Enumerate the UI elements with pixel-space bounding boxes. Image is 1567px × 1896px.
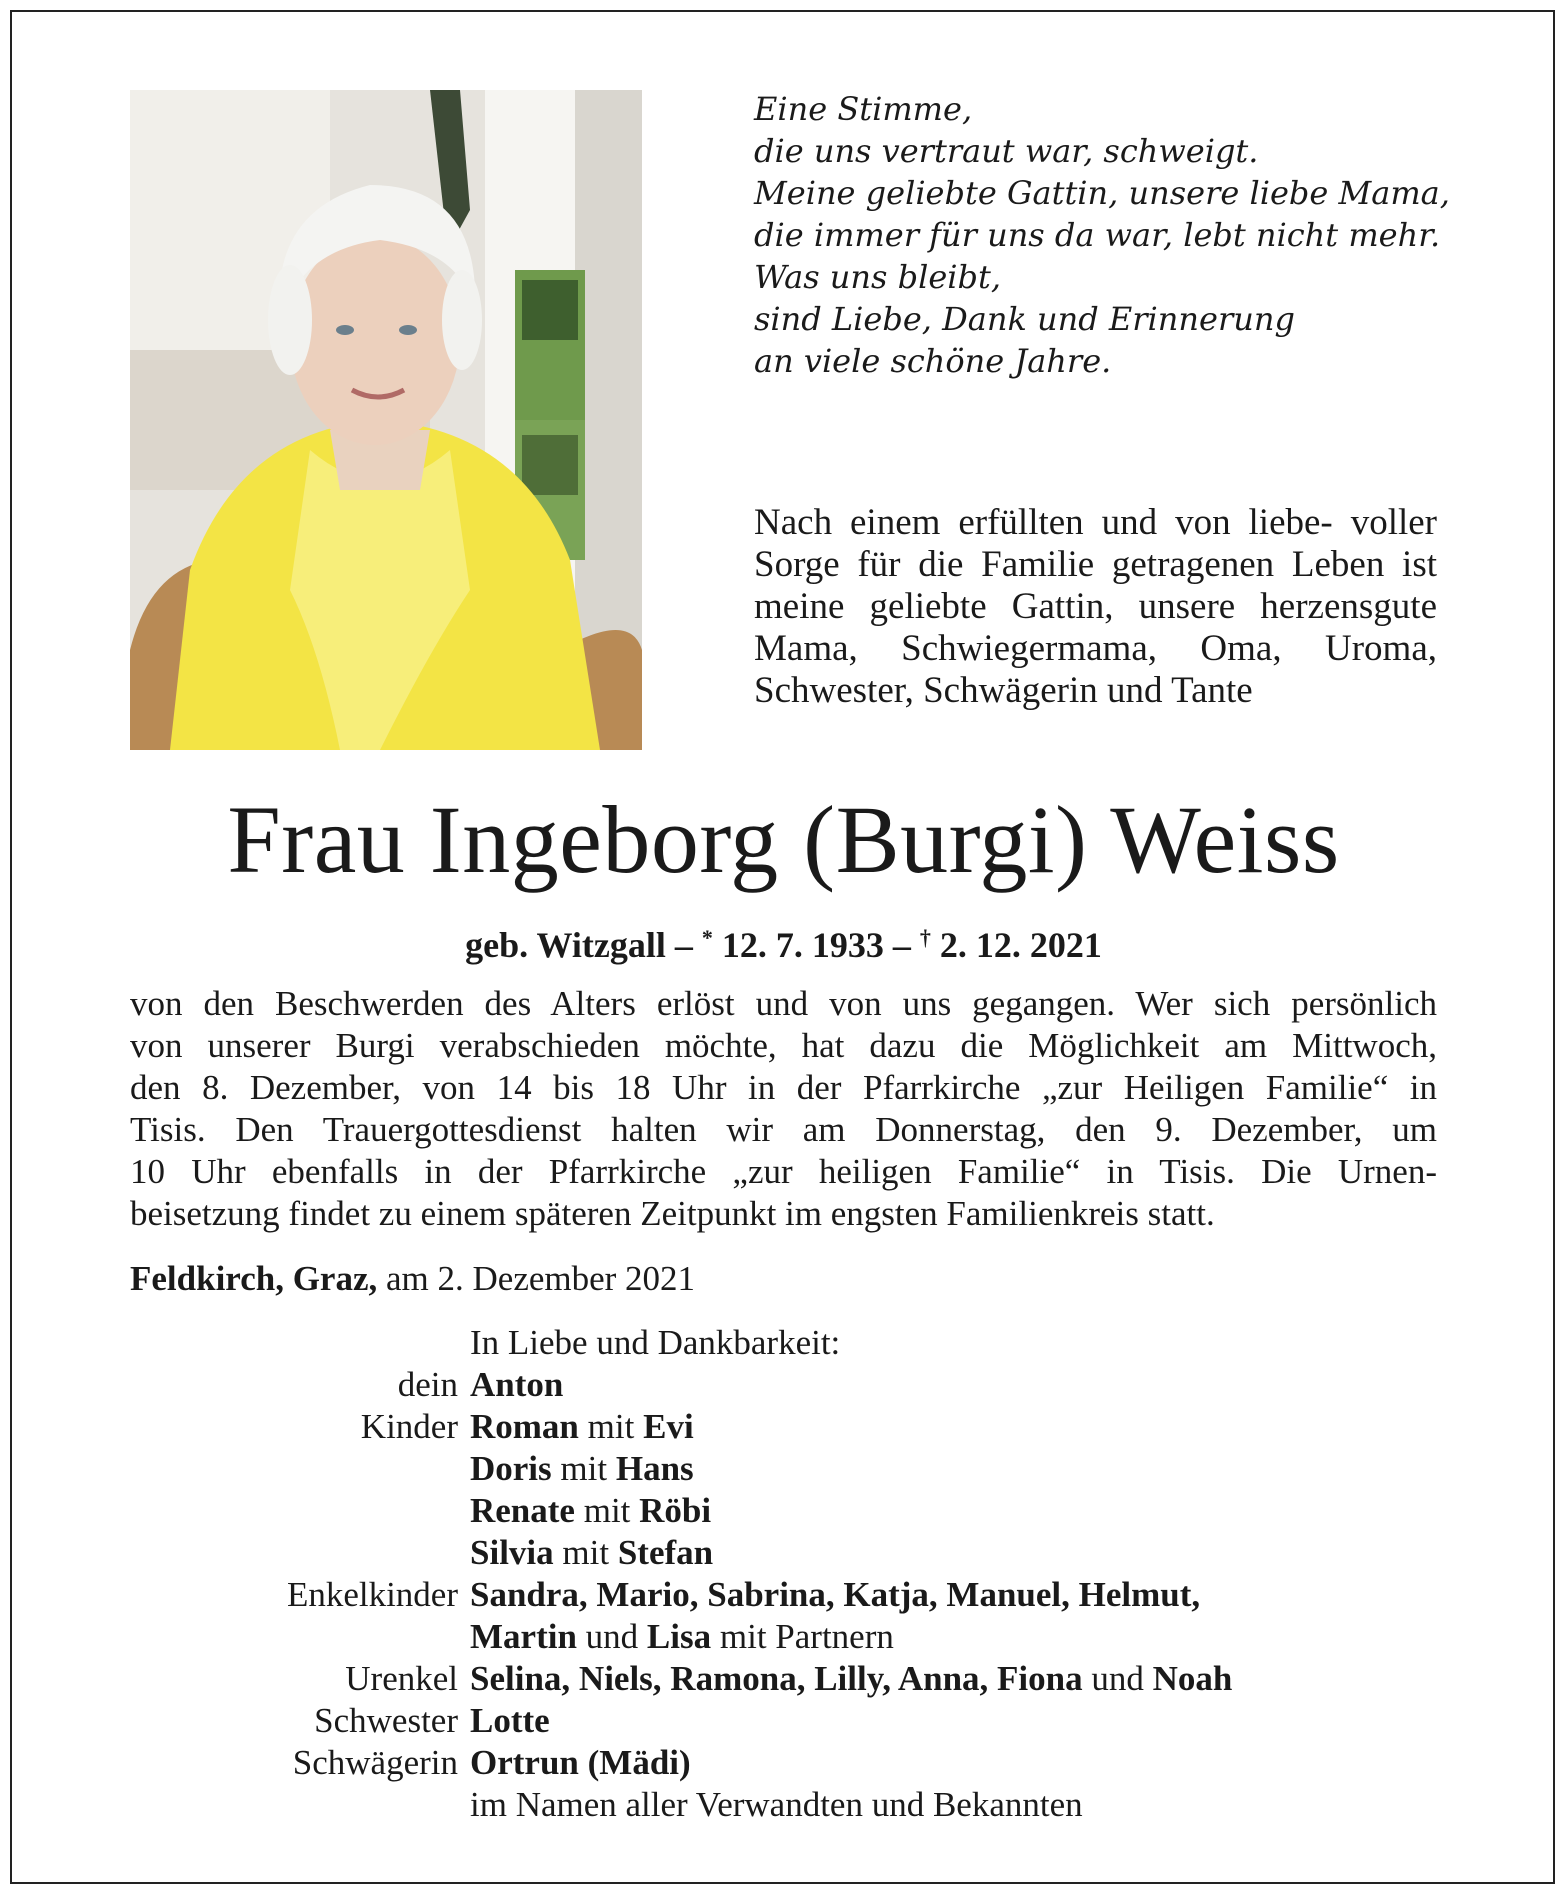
poem-line: sind Liebe, Dank und Erinnerung: [754, 300, 1295, 338]
family-member-name: Lotte: [470, 1701, 550, 1740]
family-member-name: Ortrun (Mädi): [470, 1743, 691, 1782]
life-dates: [0, 916, 1567, 967]
family-role: Schwägerin: [292, 1743, 458, 1782]
poem: [754, 88, 1454, 382]
family-member-name: Noah: [1152, 1659, 1233, 1698]
family-row: [130, 1532, 1470, 1574]
poem-line: die immer für uns da war, lebt nicht mehr.: [754, 216, 1441, 254]
family-connector: mit: [551, 1449, 616, 1488]
family-row: [130, 1448, 1470, 1490]
family-names: [470, 1364, 563, 1406]
family-connector: und: [576, 1617, 647, 1656]
family-heading: In Liebe und Dankbarkeit:: [470, 1323, 841, 1362]
family-role: [130, 1490, 470, 1532]
body-paragraph: [130, 983, 1437, 1235]
death-mark: †: [919, 925, 931, 950]
family-role: Kinder: [360, 1407, 458, 1446]
date-separator: –: [883, 925, 920, 965]
notice-date: am 2. Dezember 2021: [377, 1259, 696, 1298]
family-names: [470, 1490, 711, 1532]
body-line: Tisis. Den Trauergottesdienst halten wir am Donnerstag, den 9. Dezember, um: [130, 1110, 1437, 1149]
family-row: [130, 1406, 1470, 1448]
family-member-name: Martin: [470, 1617, 577, 1656]
family-row: [130, 1616, 1470, 1658]
poem-line: Meine geliebte Gattin, unsere liebe Mama,: [754, 174, 1450, 212]
place-names: Feldkirch, Graz,: [130, 1259, 378, 1298]
family-role: Urenkel: [345, 1659, 458, 1698]
birth-date: 12. 7. 1933: [712, 925, 884, 965]
family-row: [130, 1700, 1470, 1742]
family-role: dein: [397, 1365, 458, 1404]
poem-line: die uns vertraut war, schweigt.: [754, 132, 1259, 170]
family-row: [130, 1784, 1470, 1826]
family-connector: mit: [574, 1491, 640, 1530]
family-role: [130, 1448, 470, 1490]
place-date-line: [130, 1258, 695, 1300]
family-member-name: Stefan: [617, 1533, 714, 1572]
family-connector: mit: [578, 1407, 644, 1446]
family-member-name: Lisa: [646, 1617, 712, 1656]
family-member-name: Roman: [470, 1407, 579, 1446]
family-list: [130, 1322, 1470, 1826]
family-member-name: Röbi: [639, 1491, 712, 1530]
family-names: [470, 1532, 713, 1574]
family-names: [470, 1448, 694, 1490]
family-names: [470, 1700, 550, 1742]
family-role: [130, 1532, 470, 1574]
maiden-name: geb. Witzgall: [465, 925, 666, 965]
poem-line: an viele schöne Jahre.: [754, 342, 1112, 380]
family-role: Enkelkinder: [286, 1575, 458, 1614]
poem-line: Was uns bleibt,: [754, 258, 1001, 296]
family-names: [470, 1406, 694, 1448]
family-names: [470, 1658, 1232, 1700]
family-names: [470, 1742, 691, 1784]
body-line: von unserer Burgi verabschieden möchte, hat dazu die Möglichkeit am Mittwoch,: [130, 1026, 1437, 1065]
family-row: [130, 1574, 1470, 1616]
family-connector: im Namen aller Verwandten und Bekannten: [470, 1785, 1083, 1824]
family-member-name: Doris: [470, 1449, 552, 1488]
family-row: [130, 1658, 1470, 1700]
family-row: [130, 1364, 1470, 1406]
family-role: [130, 1784, 470, 1826]
family-member-name: Renate: [470, 1491, 575, 1530]
portrait-photo: [130, 90, 642, 750]
family-connector: mit Partnern: [711, 1617, 894, 1656]
family-row: [130, 1742, 1470, 1784]
body-line: den 8. Dezember, von 14 bis 18 Uhr in der Pfarrkirche „zur Heiligen Familie“ in: [130, 1068, 1437, 1107]
birth-mark: *: [701, 925, 713, 950]
family-connector: und: [1082, 1659, 1153, 1698]
family-names: [470, 1574, 1200, 1616]
portrait-illustration: [130, 90, 642, 750]
family-role: Schwester: [314, 1701, 458, 1740]
body-line: 10 Uhr ebenfalls in der Pfarrkirche „zur heiligen Familie“ in Tisis. Die Urnen-: [130, 1152, 1437, 1191]
family-member-name: Anton: [470, 1365, 564, 1404]
family-member-name: Sandra, Mario, Sabrina, Katja, Manuel, Helmut,: [470, 1575, 1201, 1614]
intro-paragraph: Nach einem erfüllten und von liebe- voller Sorge für die Familie getragenen Leben ist meine geliebte Gattin, unsere herzensgute Mama, Schwiegermama, Oma, Uroma, Schwester, Schwägerin und Tante: [754, 502, 1437, 711]
date-separator: –: [665, 925, 702, 965]
family-member-name: Evi: [643, 1407, 694, 1446]
family-heading-row: [130, 1322, 1470, 1364]
family-member-name: Selina, Niels, Ramona, Lilly, Anna, Fiona: [470, 1659, 1083, 1698]
family-names: [470, 1784, 1083, 1826]
family-member-name: Silvia: [470, 1533, 554, 1572]
deceased-name: Frau Ingeborg (Burgi) Weiss: [227, 786, 1340, 893]
family-connector: mit: [553, 1533, 618, 1572]
body-line: von den Beschwerden des Alters erlöst und von uns gegangen. Wer sich persönlich: [130, 984, 1437, 1023]
body-line: beisetzung findet zu einem späteren Zeitpunkt im engsten Familienkreis statt.: [130, 1194, 1215, 1233]
family-role: [130, 1616, 470, 1658]
family-names: [470, 1616, 894, 1658]
poem-line: Eine Stimme,: [754, 90, 973, 128]
family-row: [130, 1490, 1470, 1532]
family-member-name: Hans: [615, 1449, 694, 1488]
death-date: 2. 12. 2021: [930, 925, 1102, 965]
